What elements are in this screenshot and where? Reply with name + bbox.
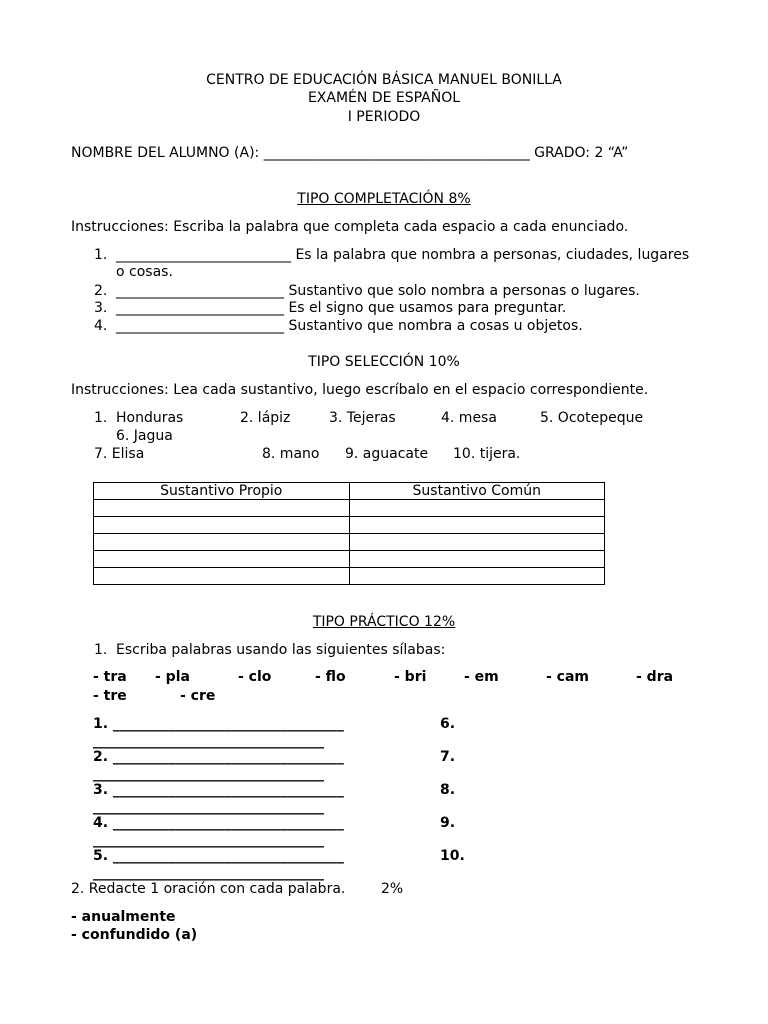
word-lapiz: 2. lápiz	[240, 410, 291, 426]
table-row	[94, 534, 605, 551]
word-confundido: - confundido (a)	[71, 927, 198, 943]
answer-underline-2: _________________________________	[93, 766, 324, 782]
answer-line-2[interactable]: 2. _________________________________	[93, 749, 344, 765]
table-cell[interactable]	[94, 517, 350, 534]
syllable-flo: - flo	[315, 669, 346, 685]
s3-item-2-percent: 2%	[381, 881, 404, 897]
syllable-dra: - dra	[636, 669, 674, 685]
word-elisa: 7. Elisa	[94, 446, 145, 462]
answer-line-3[interactable]: 3. _________________________________	[93, 782, 344, 798]
word-mesa: 4. mesa	[441, 410, 497, 426]
table-header-row	[94, 483, 605, 500]
s3-item-1: Escriba palabras usando las siguientes sílabas:	[116, 642, 446, 658]
word-jagua: 6. Jagua	[116, 428, 173, 444]
s1-item-num-2: 2.	[94, 283, 108, 299]
student-name-line: NOMBRE DEL ALUMNO (A): ______________________________________ GRADO: 2 “A”	[71, 145, 629, 161]
table-row	[94, 500, 605, 517]
answer-underline-4: _________________________________	[93, 832, 324, 848]
answer-num-7: 7.	[440, 749, 456, 765]
s1-item-1: _________________________ Es la palabra que nombra a personas, ciudades, lugares	[116, 247, 690, 263]
answer-num-10: 10.	[440, 848, 465, 864]
s1-item-4: ________________________ Sustantivo que nombra a cosas u objetos.	[116, 318, 583, 334]
table-cell[interactable]	[94, 568, 350, 585]
word-num-1: 1.	[94, 410, 108, 426]
school-name: CENTRO DE EDUCACIÓN BÁSICA MANUEL BONILLA	[206, 72, 562, 88]
syllable-tre: - tre	[93, 688, 127, 704]
syllable-cam: - cam	[546, 669, 590, 685]
table-row	[94, 568, 605, 585]
section3-title: TIPO PRÁCTICO 12%	[312, 614, 456, 630]
answer-underline-5: _________________________________	[93, 865, 324, 881]
noun-classification-table	[93, 482, 605, 585]
answer-line-4[interactable]: 4. _________________________________	[93, 815, 344, 831]
syllable-clo: - clo	[238, 669, 272, 685]
table-cell[interactable]	[349, 551, 605, 568]
answer-num-9: 9.	[440, 815, 456, 831]
syllable-pla: - pla	[155, 669, 190, 685]
syllable-tra: - tra	[93, 669, 127, 685]
answer-line-5[interactable]: 5. _________________________________	[93, 848, 344, 864]
section1-instructions: Instrucciones: Escriba la palabra que completa cada espacio a cada enunciado.	[71, 219, 629, 235]
header-common-noun: Sustantivo Común	[349, 483, 605, 500]
word-mano: 8. mano	[262, 446, 320, 462]
section1-title: TIPO COMPLETACIÓN 8%	[297, 191, 471, 207]
syllable-em: - em	[464, 669, 499, 685]
answer-underline-3: _________________________________	[93, 799, 324, 815]
s1-item-2: ________________________ Sustantivo que solo nombra a personas o lugares.	[116, 283, 640, 299]
s1-item-num-3: 3.	[94, 300, 108, 316]
word-honduras: Honduras	[116, 410, 184, 426]
header-proper-noun: Sustantivo Propio	[94, 483, 350, 500]
table-cell[interactable]	[349, 568, 605, 585]
s1-item-3: ________________________ Es el signo que usamos para preguntar.	[116, 300, 567, 316]
table-cell[interactable]	[94, 500, 350, 517]
table-cell[interactable]	[94, 534, 350, 551]
answer-line-1[interactable]: 1. _________________________________	[93, 716, 344, 732]
word-ocotepeque: 5. Ocotepeque	[540, 410, 644, 426]
answer-num-6: 6.	[440, 716, 456, 732]
table-cell[interactable]	[349, 517, 605, 534]
section2-instructions: Instrucciones: Lea cada sustantivo, luego escríbalo en el espacio correspondiente.	[71, 382, 649, 398]
exam-title: EXAMÉN DE ESPAÑOL	[307, 90, 461, 106]
table-cell[interactable]	[349, 500, 605, 517]
s1-item-1-cont: o cosas.	[116, 264, 173, 280]
section2-title: TIPO SELECCIÓN 10%	[308, 354, 460, 370]
s1-item-num-4: 4.	[94, 318, 108, 334]
table-row	[94, 551, 605, 568]
s3-item-2: 2. Redacte 1 oración con cada palabra.	[71, 881, 346, 897]
period-label: I PERIODO	[347, 109, 421, 125]
s3-item-num-1: 1.	[94, 642, 108, 658]
syllable-bri: - bri	[394, 669, 427, 685]
table-row	[94, 517, 605, 534]
answer-num-8: 8.	[440, 782, 456, 798]
word-tejeras: 3. Tejeras	[329, 410, 396, 426]
syllable-cre: - cre	[180, 688, 216, 704]
word-tijera: 10. tijera.	[453, 446, 521, 462]
table-cell[interactable]	[94, 551, 350, 568]
answer-underline-1: _________________________________	[93, 733, 324, 749]
word-anualmente: - anualmente	[71, 909, 176, 925]
s1-item-num-1: 1.	[94, 247, 108, 263]
word-aguacate: 9. aguacate	[345, 446, 429, 462]
table-cell[interactable]	[349, 534, 605, 551]
